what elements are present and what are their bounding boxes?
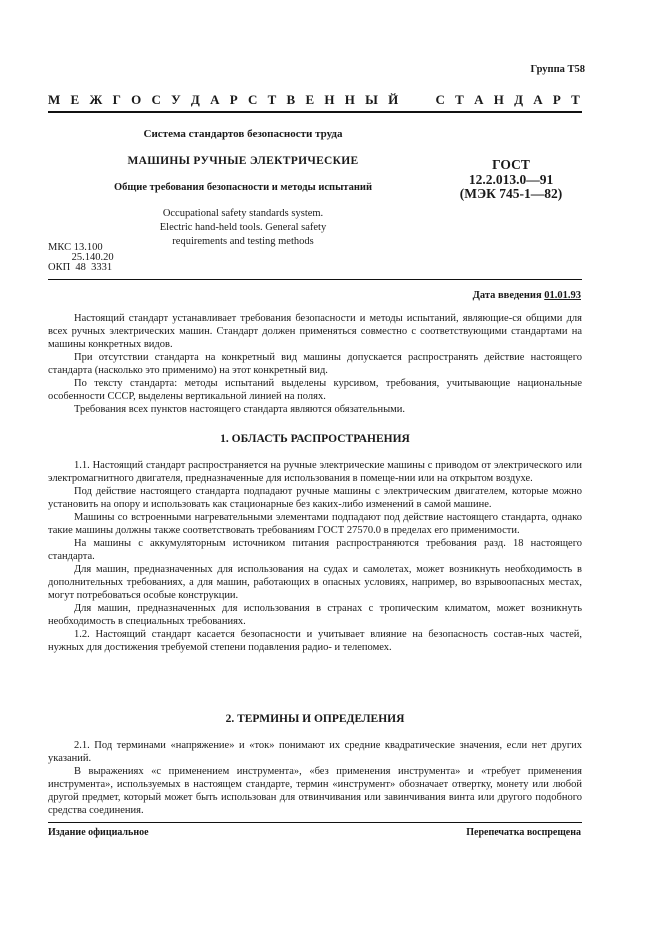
banner-letter: Н xyxy=(493,92,504,107)
banner-letter: Д xyxy=(190,92,200,107)
gost-label: ГОСТ xyxy=(492,157,530,172)
mks-code-2: 25.140.20 xyxy=(48,252,114,263)
banner-letter: Н xyxy=(324,92,335,107)
banner-letter: С xyxy=(435,92,445,107)
reprint-prohibited: Перепечатка воспрещена xyxy=(466,827,581,838)
banner-letter: А xyxy=(533,92,543,107)
paragraph: На машины с аккумуляторным источником питания распространяются требования разд. 18 настоящего стандарта. xyxy=(48,538,582,562)
section-1-heading: 1. ОБЛАСТЬ РАСПРОСТРАНЕНИЯ xyxy=(220,433,410,445)
banner-letter: А xyxy=(210,92,220,107)
banner-letter: Г xyxy=(112,92,121,107)
interstate-standard-banner xyxy=(48,92,580,108)
paragraph: В выражениях «с применением инструмента», «без применения инструмента» и «требует применения инструмента», используемых в настоящем стандарте, термин «инструмент» обозначает отвертку, монету или любой другой предмет, который может быть использован для отвинчивания или завинчивания винта или другого подобного средства соединения. xyxy=(48,766,582,816)
system-title: Система стандартов безопасности труда xyxy=(143,128,343,140)
banner-letter: Й xyxy=(388,92,399,107)
gost-number: 12.2.013.0—91 xyxy=(468,171,554,187)
paragraph: При отсутствии стандарта на конкретный вид машины допускается распространять действие настоящего стандарта (насколько это применимо) на этот конкретный вид. xyxy=(48,352,582,376)
gost-designation xyxy=(440,158,582,202)
banner-letter: Д xyxy=(514,92,524,107)
date-value: 01.01.93 xyxy=(544,290,581,301)
banner-letter: Н xyxy=(344,92,355,107)
section-1-text xyxy=(48,459,582,654)
banner-letter: Ж xyxy=(89,92,103,107)
group-code: Группа Т58 xyxy=(530,64,585,75)
paragraph: Требования всех пунктов настоящего стандарта являются обязательными. xyxy=(74,404,406,415)
iec-number: (МЭК 745-1—82) xyxy=(459,186,563,201)
english-title-line: requirements and testing methods xyxy=(172,236,314,247)
paragraph: 2.1. Под терминами «напряжение» и «ток» понимают их средние квадратические значения, если нет других указаний. xyxy=(48,740,582,764)
paragraph: 1.1. Настоящий стандарт распространяется на ручные электрические машины с приводом от электрического или электромагнитного двигателя, предназначенные для использования в помеще-нии или на открытом воздухе. xyxy=(48,460,582,484)
section-2-heading: 2. ТЕРМИНЫ И ОПРЕДЕЛЕНИЯ xyxy=(225,713,405,725)
paragraph: По тексту стандарта: методы испытаний выделены курсивом, требования, учитывающие национальные особенности СССР, выделены вертикальной линией на полях. xyxy=(48,378,582,402)
official-edition: Издание официальное xyxy=(48,827,149,838)
intro-text xyxy=(48,312,582,416)
banner-letter: Т xyxy=(571,92,580,107)
banner-letter: А xyxy=(474,92,484,107)
banner-letter xyxy=(409,92,412,108)
banner-letter xyxy=(422,92,425,108)
banner-letter: Р xyxy=(229,92,238,107)
paragraph: Для машин, предназначенных для использования на судах и самолетах, может возникнуть необходимость в дополнительных требованиях, а для машин, работающих в опасных условиях, например, во взрывоопасных местах, могут потребоваться особые конструкции. xyxy=(48,564,582,601)
banner-letter: Е xyxy=(70,92,80,107)
standard-name: МАШИНЫ РУЧНЫЕ ЭЛЕКТРИЧЕСКИЕ xyxy=(127,155,359,167)
footer-rule xyxy=(48,822,582,823)
banner-letter: Е xyxy=(305,92,315,107)
banner-letter: Р xyxy=(552,92,561,107)
paragraph: Машины со встроенными нагревательными элементами подпадают под действие настоящего стандарта, однако такие машины должны также соответствовать требованиям ГОСТ 27570.0 в пределах его применимости. xyxy=(48,512,582,536)
okp-code: ОКП 48 3331 xyxy=(48,262,113,273)
banner-letter: Т xyxy=(455,92,464,107)
standard-subtitle: Общие требования безопасности и методы испытаний xyxy=(114,182,372,193)
paragraph: Под действие настоящего стандарта подпадают ручные машины с электрическим двигателем, которые можно установить на опору и использовать как стационарные без каких-либо изменений в самой машине. xyxy=(48,486,582,510)
section-2-text xyxy=(48,739,582,817)
banner-letter: Т xyxy=(267,92,277,107)
paragraph: 1.2. Настоящий стандарт касается безопасности и учитывает влияние на безопасность состав-ных частей, нужных для достижения требуемой степени подавления радио- и телепомех. xyxy=(48,629,582,653)
banner-letter: О xyxy=(131,92,142,107)
english-title-line: Occupational safety standards system. xyxy=(162,208,324,219)
date-label: Дата введения xyxy=(472,290,545,301)
banner-letter: С xyxy=(247,92,258,107)
mks-code: МКС 13.100 xyxy=(48,242,103,253)
banner-letter: Ы xyxy=(365,92,378,107)
introduction-date xyxy=(473,290,581,301)
banner-letter: С xyxy=(151,92,161,107)
banner-letter: У xyxy=(171,92,181,107)
english-title-line: Electric hand-held tools. General safety xyxy=(159,222,327,233)
banner-letter: В xyxy=(286,92,296,107)
classification-codes xyxy=(48,243,114,273)
banner-letter: М xyxy=(48,92,61,107)
paragraph: Настоящий стандарт устанавливает требования безопасности и методы испытаний, являющие-ся общими для всех ручных электрических машин. Стандарт должен применяться совместно с соответствующими стандартами на машины конкретных видов. xyxy=(48,313,582,350)
title-block-rule xyxy=(48,279,582,280)
paragraph: Для машин, предназначенных для использования в странах с тропическим климатом, может возникнуть необходимость в специальных требованиях. xyxy=(48,603,582,627)
header-rule xyxy=(48,111,582,113)
